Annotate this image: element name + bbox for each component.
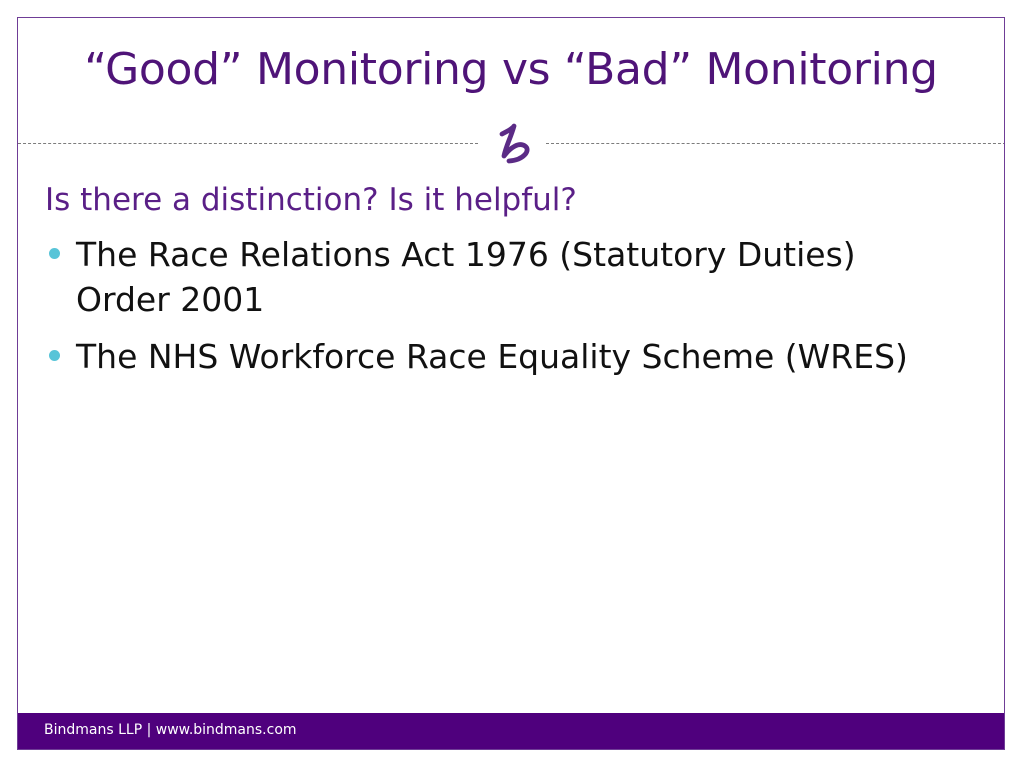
bullet-list bbox=[45, 232, 945, 391]
bullet-item-race-relations-act bbox=[45, 232, 945, 322]
footer-bar bbox=[18, 713, 1004, 749]
slide-frame bbox=[17, 17, 1005, 750]
title-divider-right bbox=[546, 143, 1005, 144]
slide-subtitle: Is there a distinction? Is it helpful? bbox=[45, 182, 577, 218]
bullet-dot-icon bbox=[49, 248, 60, 259]
slide-title: “Good” Monitoring vs “Bad” Monitoring bbox=[84, 44, 938, 95]
bindmans-b-logo-icon bbox=[494, 122, 534, 166]
title-divider-left bbox=[18, 143, 478, 144]
bullet-item-wres bbox=[45, 334, 945, 379]
footer-text: Bindmans LLP | www.bindmans.com bbox=[44, 722, 297, 738]
bullet-dot-icon bbox=[49, 350, 60, 361]
bullet-text-race-relations-act: The Race Relations Act 1976 (Statutory Duties) Order 2001 bbox=[76, 235, 856, 319]
bullet-text-wres: The NHS Workforce Race Equality Scheme (WRES) bbox=[76, 337, 908, 376]
